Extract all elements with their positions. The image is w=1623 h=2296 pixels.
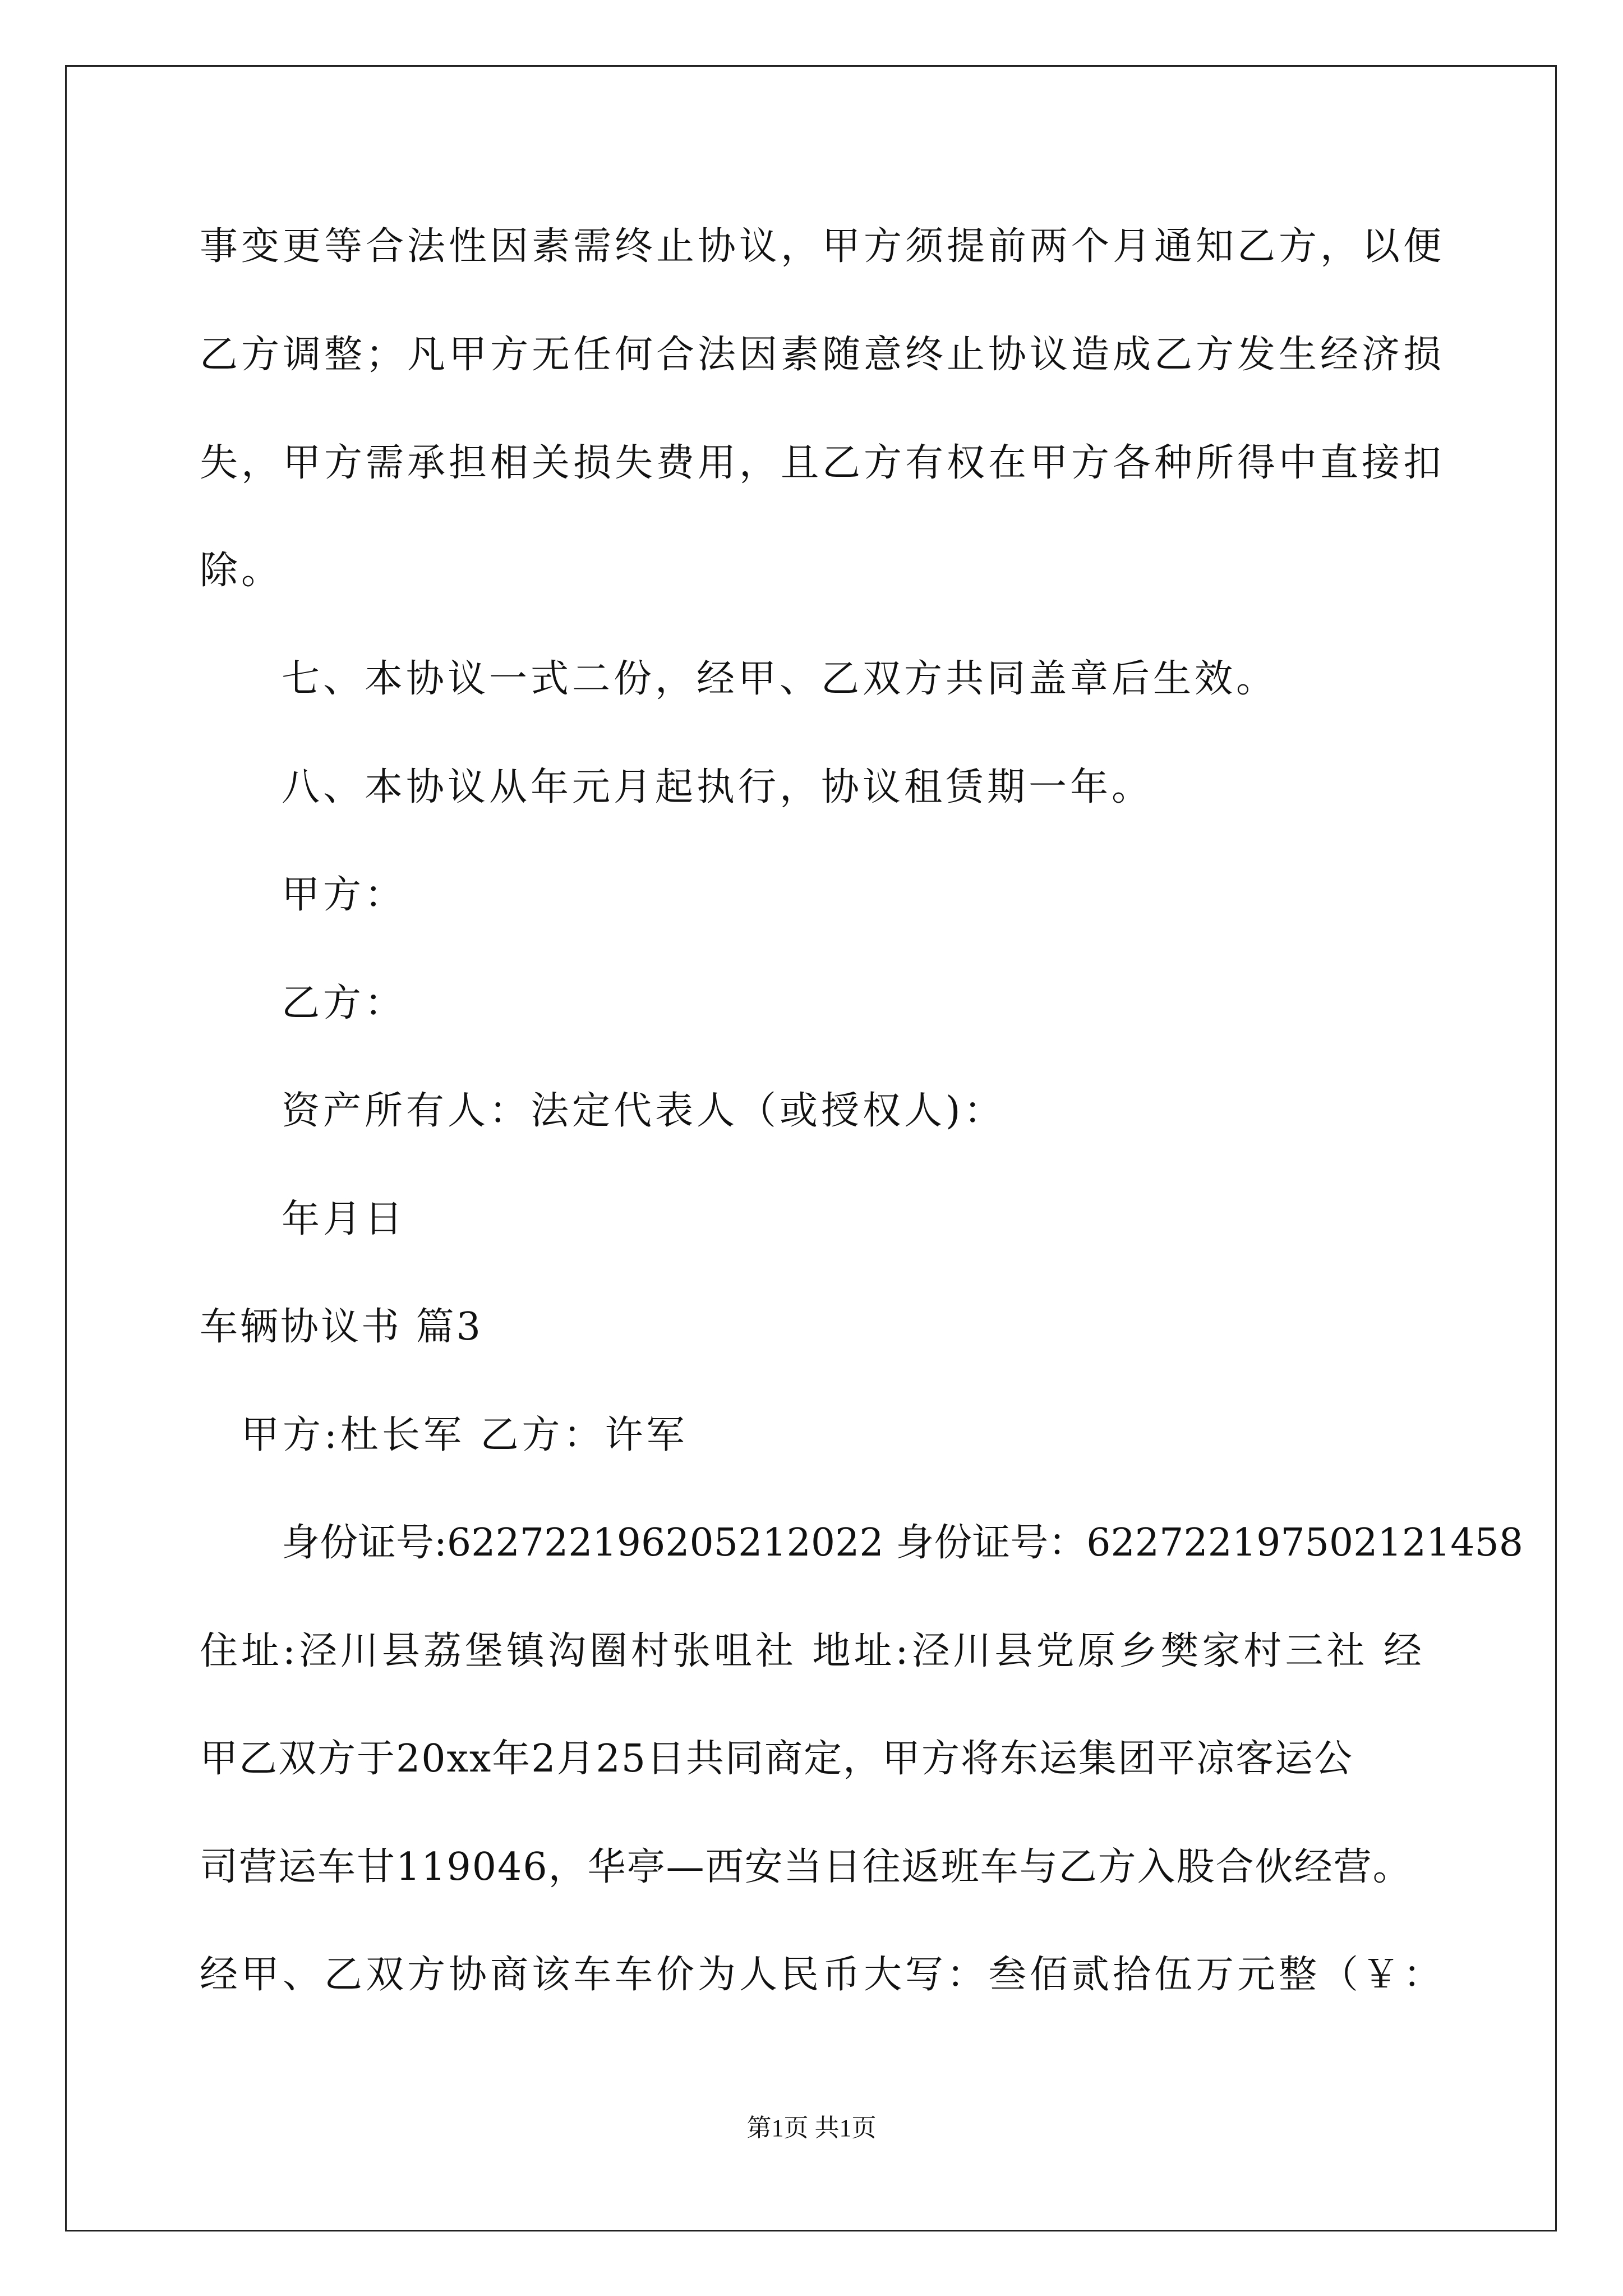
clause-eight: 八、本协议从年元月起执行，协议租赁期一年。 bbox=[282, 765, 1154, 809]
party-a-signature-label: 甲方： bbox=[282, 873, 407, 917]
page-number-footer: 第1页 共1页 bbox=[746, 2114, 877, 2142]
text-line-4: 除。 bbox=[200, 549, 283, 593]
date-label: 年月日 bbox=[282, 1197, 407, 1241]
clause-seven: 七、本协议一式二份，经甲、乙双方共同盖章后生效。 bbox=[282, 657, 1278, 701]
agreement-line-1: 甲乙双方于20xx年2月25日共同商定，甲方将东运集团平凉客运公 bbox=[200, 1737, 1354, 1781]
id-numbers-line: 身份证号:622722196205212022 身份证号：622722197502121458 bbox=[282, 1521, 1524, 1565]
party-b-signature-label: 乙方： bbox=[282, 981, 407, 1025]
asset-owner-label: 资产所有人：法定代表人（或授权人)： bbox=[282, 1089, 1006, 1133]
text-line-3: 失，甲方需承担相关损失费用，且乙方有权在甲方各种所得中直接扣 bbox=[200, 441, 1445, 485]
parties-line: 甲方:杜长军 乙方：许军 bbox=[241, 1413, 688, 1457]
address-line: 住址:泾川县荔堡镇沟圈村张咀社 地址:泾川县党原乡樊家村三社 经 bbox=[200, 1629, 1426, 1673]
agreement-line-3: 经甲、乙双方协商该车车价为人民币大写：叁佰贰拾伍万元整（￥： bbox=[200, 1953, 1445, 1997]
section-heading: 车辆协议书 篇3 bbox=[200, 1305, 483, 1349]
text-line-2: 乙方调整；凡甲方无任何合法因素随意终止协议造成乙方发生经济损 bbox=[200, 333, 1445, 377]
page-border bbox=[65, 65, 1557, 2231]
text-line-1: 事变更等合法性因素需终止协议，甲方须提前两个月通知乙方，以便 bbox=[200, 224, 1445, 269]
agreement-line-2: 司营运车甘119046，华亭—西安当日往返班车与乙方入股合伙经营。 bbox=[200, 1845, 1412, 1889]
